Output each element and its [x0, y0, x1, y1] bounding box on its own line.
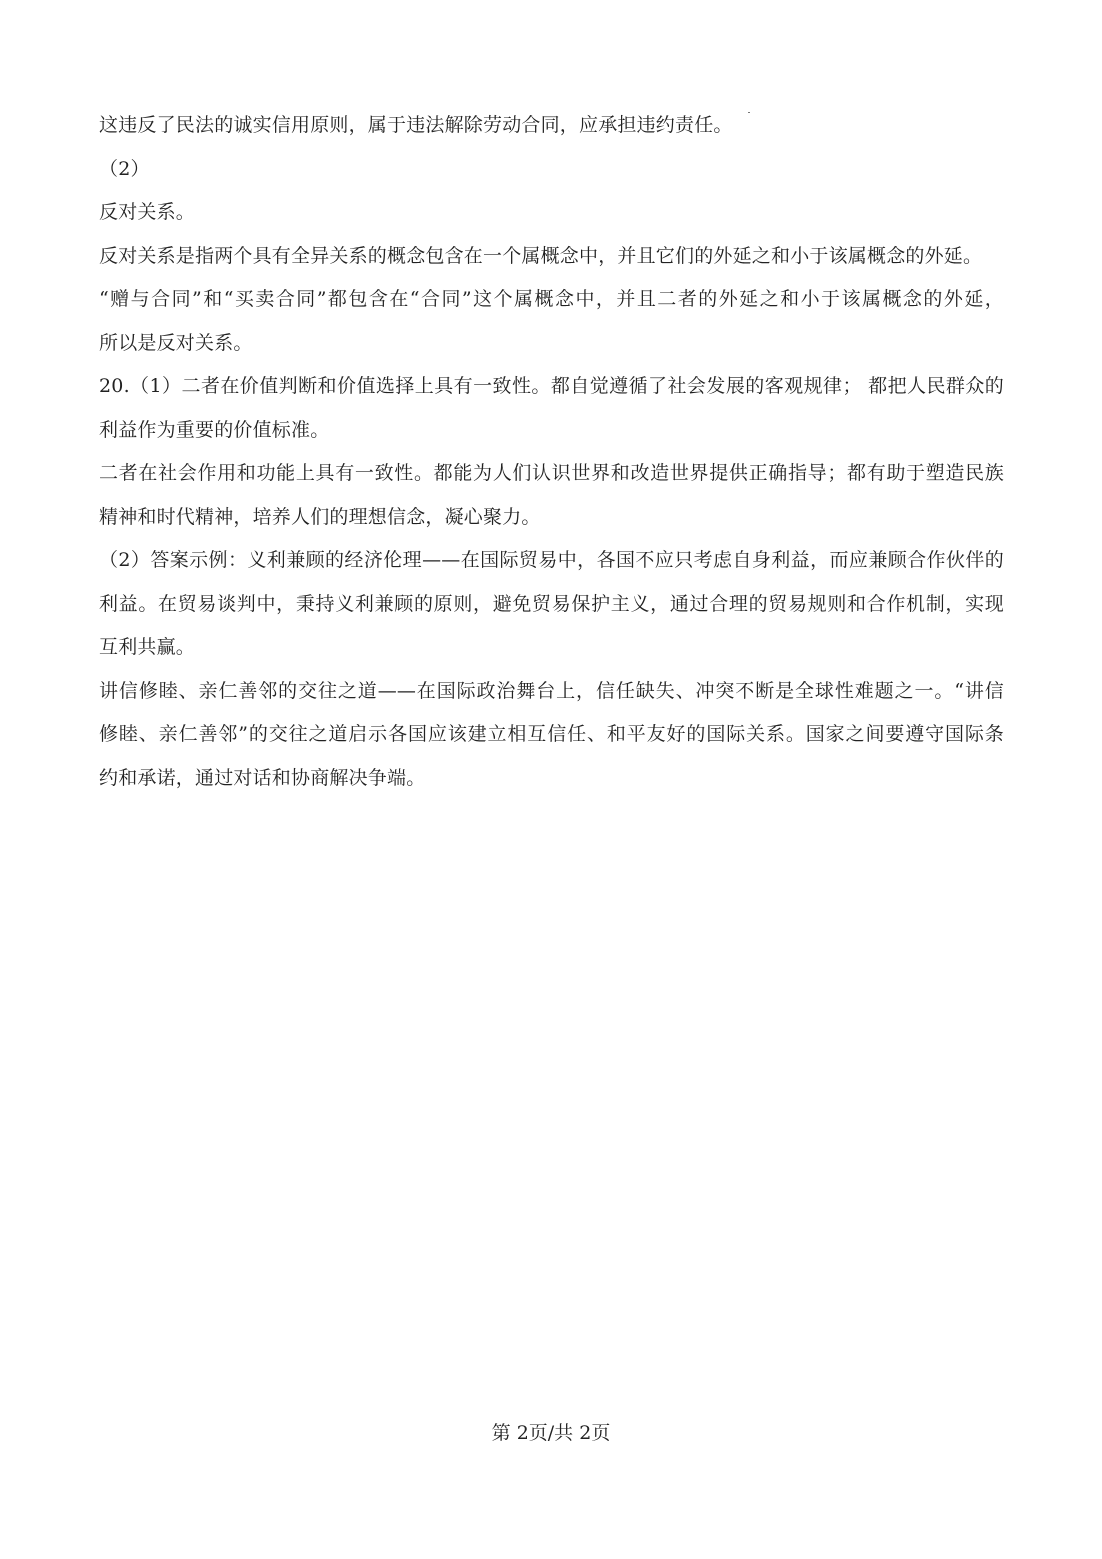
text-line: 精神和时代精神，培养人们的理想信念，凝心聚力。	[99, 505, 541, 528]
document-body	[99, 104, 1004, 800]
page-number: 第 2页/共 2页	[491, 1422, 611, 1444]
text-line: 二者在社会作用和功能上具有一致性。都能为人们认识世界和改造世界提供正确指导；都有助于塑造民族	[99, 462, 1004, 484]
text-line: 约和承诺，通过对话和协商解决争端。	[99, 766, 426, 789]
text-line: “赠与合同”和“买卖合同”都包含在“合同”这个属概念中，并且二者的外延之和小于该属概念的外延，	[99, 288, 1004, 310]
text-line: 20.（1）二者在价值判断和价值选择上具有一致性。都自觉遵循了社会发展的客观规律； 都把人民群众的	[99, 375, 1004, 397]
text-line: 所以是反对关系。	[99, 331, 253, 354]
text-line: 反对关系是指两个具有全异关系的概念包含在一个属概念中，并且它们的外延之和小于该属概念的外延。	[99, 244, 983, 267]
text-line: （2）答案示例：义利兼顾的经济伦理——在国际贸易中，各国不应只考虑自身利益，而应兼顾合作伙伴的	[99, 549, 1004, 571]
text-line: 利益。在贸易谈判中，秉持义利兼顾的原则，避免贸易保护主义，通过合理的贸易规则和合作机制，实现	[99, 592, 1004, 615]
text-line: （2）	[99, 157, 150, 180]
text-line: 互利共赢。	[99, 636, 196, 658]
text-line: 这违反了民法的诚实信用原则，属于违法解除劳动合同，应承担违约责任。	[99, 114, 733, 136]
text-line: 修睦、亲仁善邻”的交往之道启示各国应该建立相互信任、和平友好的国际关系。国家之间要遵守国际条	[99, 723, 1004, 745]
text-line: 利益作为重要的价值标准。	[99, 418, 330, 441]
text-line: 反对关系。	[99, 201, 196, 223]
text-line: 讲信修睦、亲仁善邻的交往之道——在国际政治舞台上，信任缺失、冲突不断是全球性难题之一。“讲信	[99, 679, 1004, 702]
